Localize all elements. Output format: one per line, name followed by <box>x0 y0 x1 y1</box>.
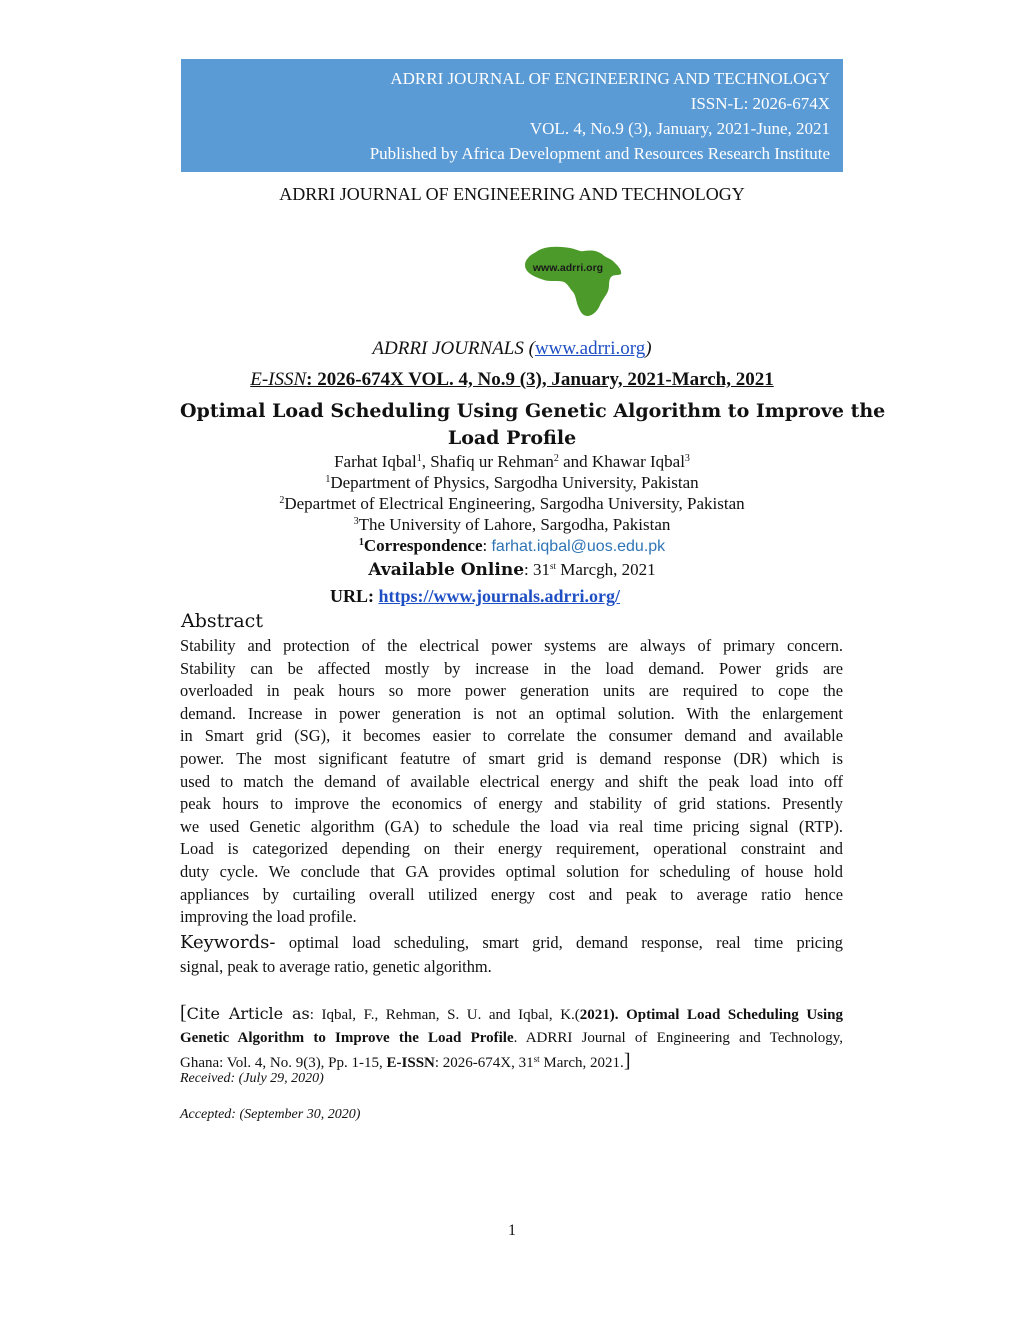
journals-line: ADRRI JOURNALS (www.adrri.org) <box>372 338 652 359</box>
url-line: URL: https://www.journals.adrri.org/ <box>330 586 621 606</box>
banner-journal-name: ADRRI JOURNAL OF ENGINEERING AND TECHNOLOGY <box>390 69 830 88</box>
affiliation-2: $^2$Departmet of Electrical Engineering, Sargodha University, Pakistan <box>279 494 745 513</box>
journal-header-banner <box>181 59 843 172</box>
africa-map-shape <box>525 247 621 316</box>
journal-title: ADRRI JOURNAL OF ENGINEERING AND TECHNOLOGY <box>279 184 745 204</box>
received-date: Received: (July 29, 2020) <box>180 1071 324 1086</box>
abstract-line: Stability can be affected mostly by increase in the load demand. Power grids are <box>180 658 843 678</box>
banner-volume: VOL. 4, No.9 (3), January, 2021-June, 2021 <box>529 119 830 138</box>
affiliation-3: $^3$The University of Lahore, Sargodha, Pakistan <box>353 515 671 534</box>
paper-title: Optimal Load Scheduling Using Genetic Algorithm to Improve the Load Profile <box>180 400 886 449</box>
abstract-line: demand. Increase in power generation is not an optimal solution. With the enlargement <box>180 703 843 723</box>
abstract-line: used to match the demand of available electrical energy and shift the peak load into off <box>180 771 843 791</box>
abstract-line: peak hours to improve the economics of energy and stability of grid stations. Presently <box>180 794 843 814</box>
keywords-line-1: optimal load scheduling, smart grid, demand response, real time pricing <box>275 933 843 952</box>
author-list: Farhat Iqbal$^1$, Shafiq ur Rehman$^2$ and Khawar Iqbal$^3$ <box>334 452 690 471</box>
abstract-line: appliances by curtailing overall utilized energy cost and peak to average ratio hence <box>180 884 843 904</box>
journals-url-link[interactable]: https://www.journals.adrri.org/ <box>378 586 621 606</box>
available-online-line: Available Online: 31st Marcgh, 2021 <box>368 560 656 580</box>
abstract-line: we used Genetic algorithm (GA) to schedule the load via real time pricing signal (RTP). <box>180 816 843 836</box>
keywords-block <box>180 931 843 979</box>
cite-label: Cite Article as <box>186 1004 310 1023</box>
banner-publisher: Published by Africa Development and Resources Research Institute <box>369 144 830 163</box>
page-number: 1 <box>508 1222 516 1239</box>
eissn-label: E-ISSN <box>250 369 307 390</box>
banner-issn: ISSN-L: 2026-674X <box>690 94 830 113</box>
abstract-body <box>180 635 843 929</box>
affiliation-1: $^1$Department of Physics, Sargodha University, Pakistan <box>325 473 699 492</box>
citation-block: [Cite Article as: Iqbal, F., Rehman, S. U. and Iqbal, K.(2021). Optimal Load Scheduling Using Genetic Algorithm to Improve the Load Profile. ADRRI Journal of Engineering and Technology, Ghana: Vol. 4, No. 9(3), Pp. 1-15, E-ISSN: 2026-674X, 31st March, 2021.] <box>180 1002 843 1072</box>
accepted-date: Accepted: (September 30, 2020) <box>180 1107 361 1122</box>
logo-text: www.adrri.org <box>532 262 604 274</box>
abstract-line: improving the load profile. <box>180 907 357 927</box>
correspondence-email[interactable]: farhat.iqbal@uos.edu.pk <box>491 538 666 555</box>
abstract-line: duty cycle. We conclude that GA provides optimal solution for scheduling of house hold <box>180 861 843 881</box>
abstract-line: overloaded in peak hours so more power generation units are required to cope the <box>180 681 843 701</box>
adrri-website-link[interactable]: www.adrri.org <box>534 338 646 359</box>
keywords-line-2: signal, peak to average ratio, genetic algorithm. <box>180 957 492 976</box>
abstract-heading: Abstract <box>181 610 263 632</box>
correspondence-line: $^1$Correspondence: farhat.iqbal@uos.edu.pk <box>358 536 666 555</box>
adrri-africa-logo <box>518 244 626 319</box>
abstract-line: in Smart grid (SG), it becomes easier to correlate the consumer demand and available <box>180 726 843 746</box>
abstract-line: Stability and protection of the electrical power systems are always of primary concern. <box>180 636 843 655</box>
keywords-label: Keywords- <box>180 932 276 953</box>
abstract-line: power. The most significant featutre of smart grid is demand response (DR) which is <box>180 748 843 768</box>
abstract-line: Load is categorized depending on their energy requirement, operational constraint and <box>180 839 843 859</box>
eissn-volume-line: E-ISSN: 2026-674X VOL. 4, No.9 (3), January, 2021-March, 2021 <box>250 369 774 390</box>
